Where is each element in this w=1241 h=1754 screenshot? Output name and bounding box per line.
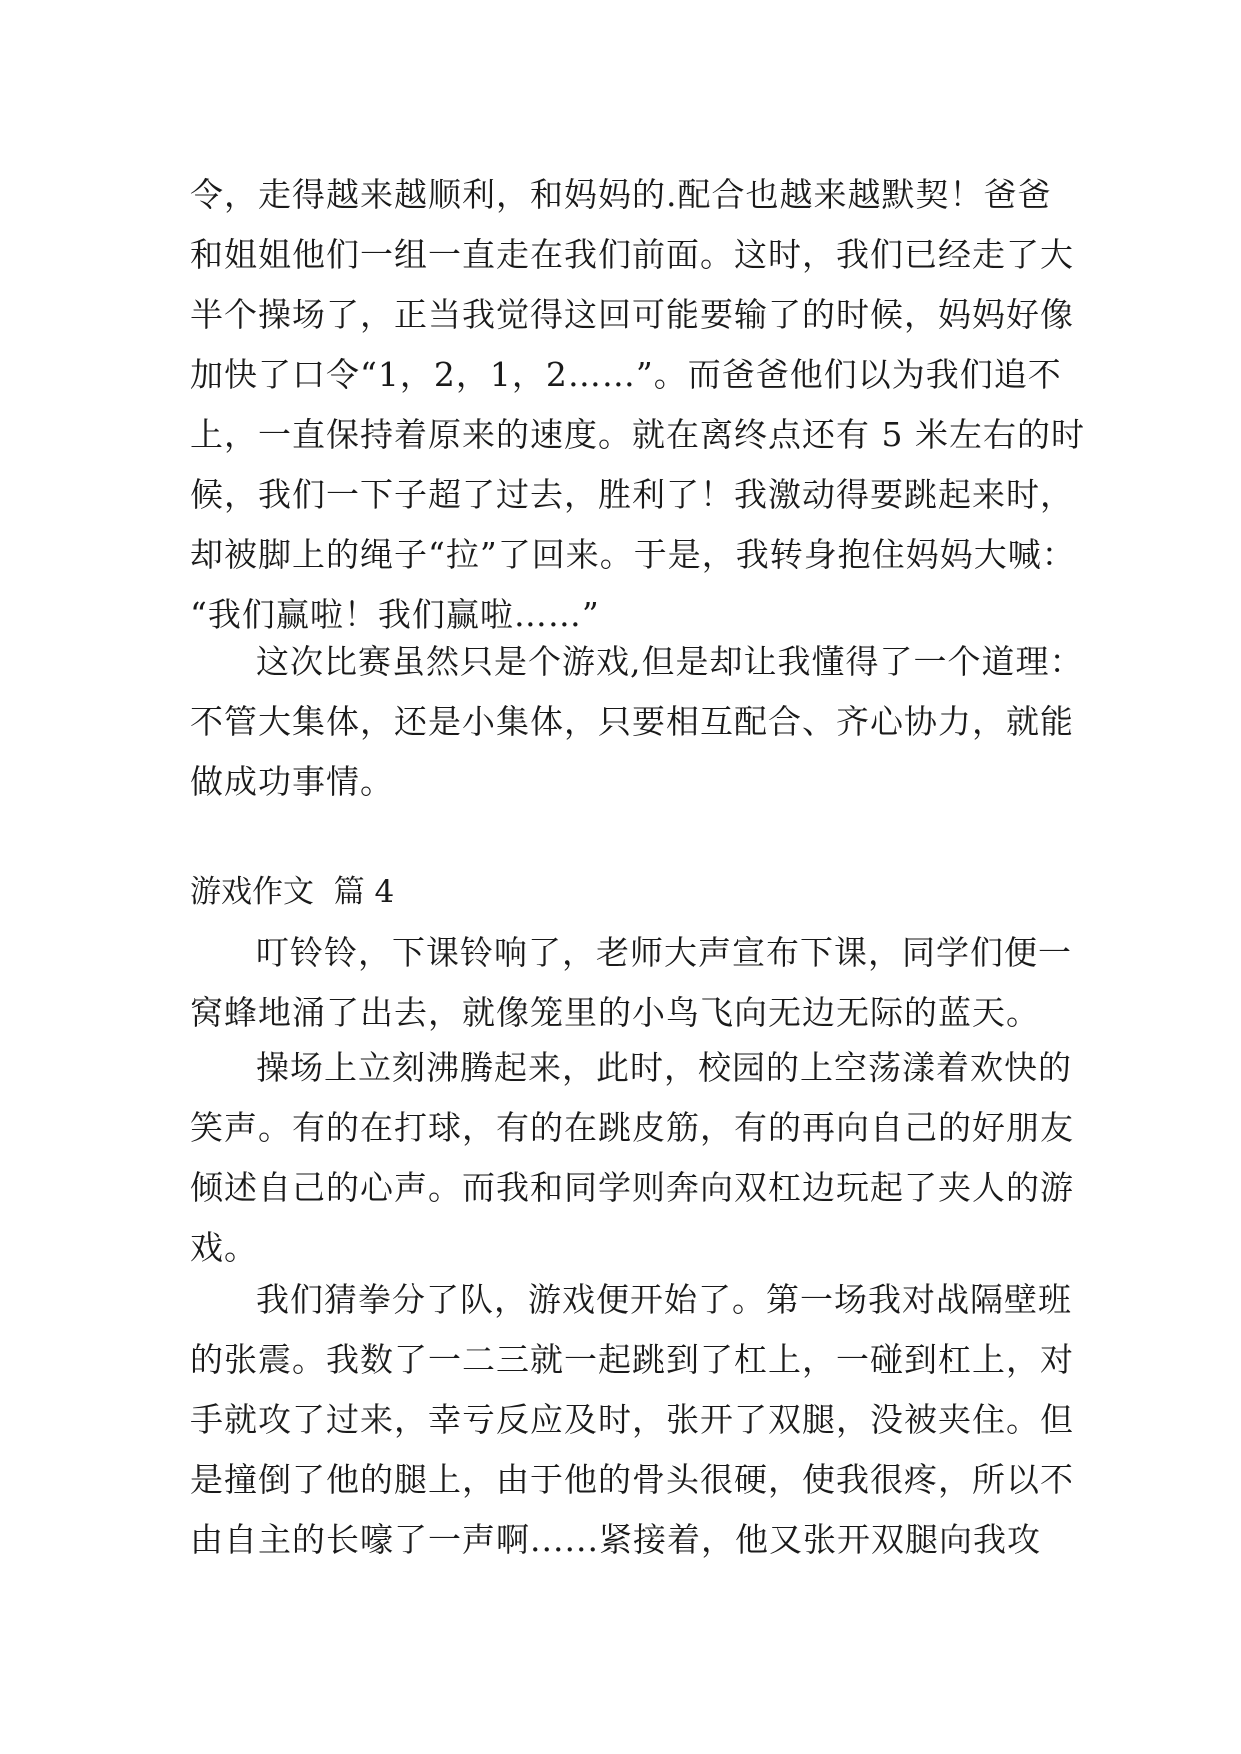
conclusion-paragraph xyxy=(190,632,1084,812)
text-line: 和姐姐他们一组一直走在我们前面。这时，我们已经走了大 xyxy=(190,235,1074,274)
text-line: 却被脚上的绳子“拉”了回来。于是，我转身抱住妈妈大喊： xyxy=(190,535,1076,574)
text-line: 的张震。我数了一二三就一起跳到了杠上，一碰到杠上，对 xyxy=(190,1340,1074,1379)
text-line: 候，我们一下子超了过去，胜利了！我激动得要跳起来时， xyxy=(190,475,1074,514)
text-line: 笑声。有的在打球，有的在跳皮筋，有的再向自己的好朋友 xyxy=(190,1108,1074,1147)
text-line: “我们赢啦！我们赢啦……” xyxy=(190,595,600,634)
text-line: 加快了口令“1，2，1，2……”。而爸爸他们以为我们追不 xyxy=(190,355,1062,394)
section-heading-block xyxy=(190,862,1070,922)
text-line: 不管大集体，还是小集体，只要相互配合、齐心协力，就能 xyxy=(190,702,1074,741)
text-line: 上，一直保持着原来的速度。就在离终点还有 5 米左右的时 xyxy=(190,415,1085,454)
section-heading: 游戏作文 篇 4 xyxy=(190,874,395,910)
text-line: 这次比赛虽然只是个游戏,但是却让我懂得了一个道理： xyxy=(256,642,1084,681)
text-line: 倾述自己的心声。而我和同学则奔向双杠边玩起了夹人的游 xyxy=(190,1168,1074,1207)
text-line: 戏。 xyxy=(190,1228,258,1267)
text-line: 手就攻了过来，幸亏反应及时，张开了双腿，没被夹住。但 xyxy=(190,1400,1074,1439)
continuation-paragraph xyxy=(190,165,1085,645)
text-line: 做成功事情。 xyxy=(190,762,394,801)
text-line: 由自主的长嚎了一声啊......紧接着，他又张开双腿向我攻 xyxy=(190,1520,1041,1559)
paragraph-1 xyxy=(190,923,1070,1043)
text-line: 令，走得越来越顺利，和妈妈的.配合也越来越默契！爸爸 xyxy=(190,175,1052,214)
paragraph-2 xyxy=(190,1038,1074,1278)
text-line: 我们猜拳分了队，游戏便开始了。第一场我对战隔壁班 xyxy=(256,1280,1072,1319)
text-line: 半个操场了，正当我觉得这回可能要输了的时候，妈妈好像 xyxy=(190,295,1074,334)
paragraph-3 xyxy=(190,1270,1074,1570)
text-line: 叮铃铃，下课铃响了，老师大声宣布下课，同学们便一 xyxy=(256,933,1072,972)
text-line: 操场上立刻沸腾起来，此时，校园的上空荡漾着欢快的 xyxy=(256,1048,1072,1087)
text-line: 窝蜂地涌了出去，就像笼里的小鸟飞向无边无际的蓝天。 xyxy=(190,993,1040,1032)
text-line: 是撞倒了他的腿上，由于他的骨头很硬，使我很疼，所以不 xyxy=(190,1460,1074,1499)
